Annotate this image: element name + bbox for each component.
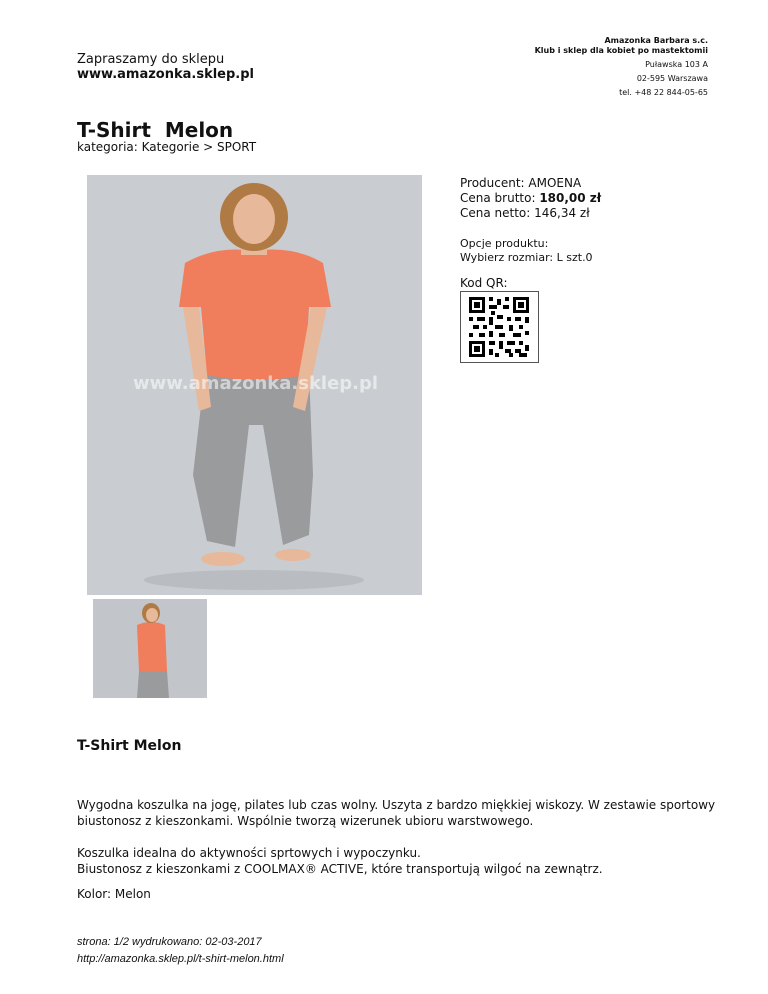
price-gross-value: 180,00 zł bbox=[539, 191, 602, 205]
company-tagline: Klub i sklep dla kobiet po mastektomii bbox=[534, 46, 708, 55]
shop-invite-text: Zapraszamy do sklepu bbox=[77, 52, 225, 67]
product-main-image[interactable] bbox=[87, 175, 422, 595]
company-name: Amazonka Barbara s.c. bbox=[604, 36, 708, 45]
description-line: Koszulka idealna do aktywności sprtowych i wypoczynku. bbox=[77, 846, 421, 860]
qr-code-icon bbox=[461, 292, 538, 362]
size-option: Wybierz rozmiar: L szt.0 bbox=[460, 251, 593, 264]
footer-page-info: strona: 1/2 wydrukowano: 02-03-2017 bbox=[77, 936, 262, 948]
options-title: Opcje produktu: bbox=[460, 237, 549, 250]
description-paragraph-2 bbox=[77, 845, 717, 877]
price-net: Cena netto: 146,34 zł bbox=[460, 206, 590, 220]
price-gross-label: Cena brutto: bbox=[460, 191, 540, 205]
company-street: Puławska 103 A bbox=[645, 60, 708, 69]
thumbnail-illustration bbox=[93, 599, 207, 698]
description-heading: T-Shirt Melon bbox=[77, 738, 182, 754]
footer-url[interactable]: http://amazonka.sklep.pl/t-shirt-melon.html bbox=[77, 953, 284, 965]
category-breadcrumb[interactable]: kategoria: Kategorie > SPORT bbox=[77, 140, 257, 154]
description-paragraph-1: Wygodna koszulka na jogę, pilates lub czas wolny. Uszyta z bardzo miękkiej wiskozy. W zestawie sportowy biustonosz z kieszonkami. Wspólnie tworzą wizerunek ubioru warstwowego. bbox=[77, 798, 716, 828]
product-title: T-Shirt Melon bbox=[77, 118, 234, 142]
qr-label: Kod QR: bbox=[460, 276, 508, 290]
product-thumbnail[interactable] bbox=[93, 599, 207, 698]
color-info: Kolor: Melon bbox=[77, 887, 151, 901]
qr-code-box bbox=[460, 291, 539, 363]
description-line: Biustonosz z kieszonkami z COOLMAX® ACTIVE, które transportują wilgoć na zewnątrz. bbox=[77, 862, 603, 876]
company-phone: tel. +48 22 844-05-65 bbox=[619, 88, 708, 97]
producer-text: Producent: AMOENA bbox=[460, 176, 582, 190]
shop-url-link[interactable]: www.amazonka.sklep.pl bbox=[77, 67, 254, 82]
image-watermark: www.amazonka.sklep.pl bbox=[133, 373, 379, 394]
company-city: 02-595 Warszawa bbox=[636, 74, 708, 83]
price-gross bbox=[460, 191, 601, 206]
